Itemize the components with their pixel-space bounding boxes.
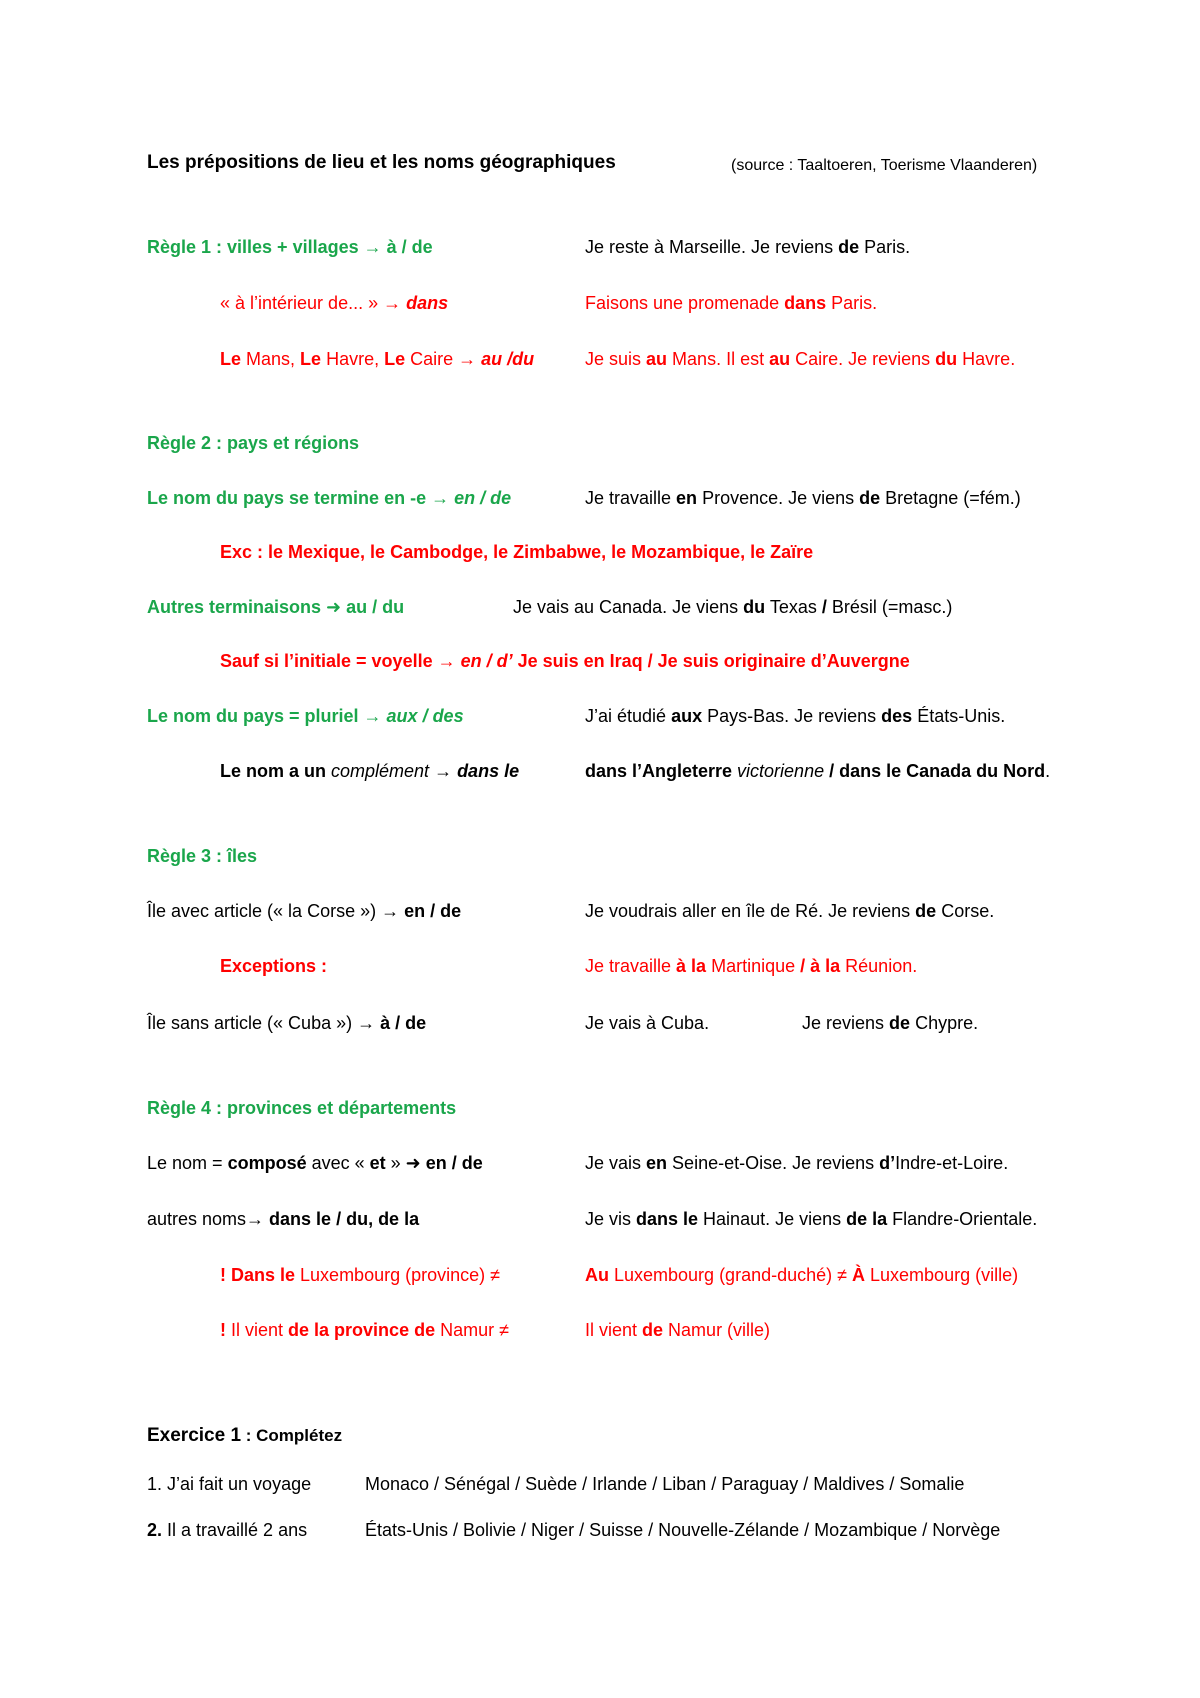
rule2-other-example: Je vais au Canada. Je viens du Texas / Brésil (=masc.) (513, 597, 953, 617)
rule2-plural-example: J’ai étudié aux Pays-Bas. Je reviens des États-Unis. (585, 706, 1006, 726)
rule2-complement-example: dans l’Angleterre victorienne / dans le Canada du Nord. (585, 761, 1051, 781)
rule3-noarticle-example2: Je reviens de Chypre. (802, 1013, 979, 1033)
rule4-namur-example: Il vient de Namur (ville) (585, 1320, 771, 1340)
rule3-article-example: Je voudrais aller en île de Ré. Je reviens de Corse. (585, 901, 995, 921)
source-note: (source : Taaltoeren, Toerisme Vlaanderen) (731, 157, 1038, 174)
rule3-exceptions-label: Exceptions : (220, 956, 328, 976)
exercise-q2-options: États-Unis / Bolivie / Niger / Suisse / Nouvelle-Zélande / Mozambique / Norvège (365, 1520, 1001, 1540)
rule2-heading: Règle 2 : pays et régions (147, 433, 360, 453)
rule2-fem-example: Je travaille en Provence. Je viens de Bretagne (=fém.) (585, 488, 1021, 508)
rule2-complement-label: Le nom a un complément → dans le (220, 761, 520, 781)
exercise-title: Exercice 1 : Complétez (147, 1425, 343, 1446)
exercise-q2-label: 2. Il a travaillé 2 ans (147, 1520, 308, 1540)
rule4-other-label: autres noms→ dans le / du, de la (147, 1209, 420, 1229)
rule1-sub2-label: Le Mans, Le Havre, Le Caire → au /du (220, 349, 535, 369)
rule2-exceptions: Exc : le Mexique, le Cambodge, le Zimbabwe, le Mozambique, le Zaïre (220, 542, 814, 562)
rule2-fem-label: Le nom du pays se termine en -e → en / de (147, 488, 512, 508)
rule4-heading: Règle 4 : provinces et départements (147, 1098, 457, 1118)
rule3-exceptions-example: Je travaille à la Martinique / à la Réunion. (585, 956, 918, 976)
rule1-sub1-example: Faisons une promenade dans Paris. (585, 293, 878, 313)
rule3-article-label: Île avec article (« la Corse ») → en / de (147, 901, 462, 921)
rule3-noarticle-label: Île sans article (« Cuba ») → à / de (147, 1013, 427, 1033)
rule3-noarticle-example1: Je vais à Cuba. (585, 1013, 710, 1033)
exercise-q1-label: 1. J’ai fait un voyage (147, 1474, 312, 1494)
rule1-example: Je reste à Marseille. Je reviens de Paris. (585, 237, 911, 257)
rule2-plural-label: Le nom du pays = pluriel → aux / des (147, 706, 464, 726)
rule4-namur-label: ! Il vient de la province de Namur ≠ (220, 1320, 509, 1340)
exercise-q1-options: Monaco / Sénégal / Suède / Irlande / Liban / Paraguay / Maldives / Somalie (365, 1474, 965, 1494)
rule1-heading: Règle 1 : villes + villages → à / de (147, 237, 433, 257)
rule2-vowel-note: Sauf si l’initiale = voyelle → en / d’ Je suis en Iraq / Je suis originaire d’Auvergne (220, 651, 910, 671)
rule4-composed-example: Je vais en Seine-et-Oise. Je reviens d’Indre-et-Loire. (585, 1153, 1009, 1173)
rule4-composed-label: Le nom = composé avec « et » ➜ en / de (147, 1153, 483, 1173)
rule4-luxembourg-label: ! Dans le Luxembourg (province) ≠ (220, 1265, 501, 1285)
rule1-sub2-example: Je suis au Mans. Il est au Caire. Je reviens du Havre. (585, 349, 1016, 369)
rule4-luxembourg-example: Au Luxembourg (grand-duché) ≠ À Luxembourg (ville) (585, 1265, 1019, 1285)
rule1-sub1-label: « à l’intérieur de... » → dans (220, 293, 449, 313)
page-title: Les prépositions de lieu et les noms géographiques (147, 152, 616, 173)
rule3-heading: Règle 3 : îles (147, 846, 258, 866)
rule2-other-label: Autres terminaisons ➜ au / du (147, 597, 405, 617)
rule4-other-example: Je vis dans le Hainaut. Je viens de la Flandre-Orientale. (585, 1209, 1038, 1229)
